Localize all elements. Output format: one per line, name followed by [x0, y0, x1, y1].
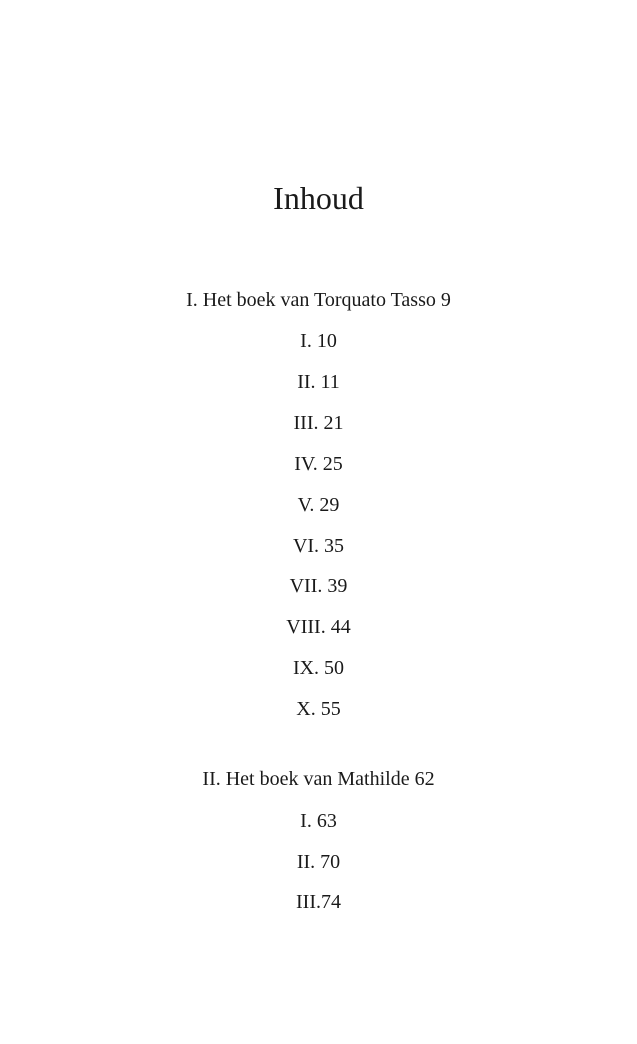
- chapter-entry[interactable]: II. 11: [297, 371, 340, 393]
- chapter-entry[interactable]: II. 70: [296, 851, 341, 873]
- chapter-entry[interactable]: X. 55: [296, 698, 341, 720]
- chapter-entry[interactable]: VIII. 44: [286, 616, 351, 638]
- chapter-entry[interactable]: III. 21: [293, 412, 344, 434]
- chapter-entry[interactable]: VII. 39: [289, 575, 348, 597]
- chapter-entry[interactable]: IX. 50: [292, 657, 345, 679]
- page-title: Inhoud: [273, 180, 364, 216]
- chapter-entry[interactable]: I. 10: [300, 330, 337, 352]
- chapter-entry[interactable]: V. 29: [297, 494, 340, 516]
- chapter-entry[interactable]: I. 63: [300, 810, 337, 832]
- part-heading[interactable]: II. Het boek van Mathilde 62: [202, 768, 435, 790]
- chapter-entry[interactable]: III.74: [296, 891, 341, 913]
- chapter-entry[interactable]: VI. 35: [292, 535, 345, 557]
- chapter-entry[interactable]: IV. 25: [294, 453, 343, 475]
- part-heading[interactable]: I. Het boek van Torquato Tasso 9: [186, 289, 451, 311]
